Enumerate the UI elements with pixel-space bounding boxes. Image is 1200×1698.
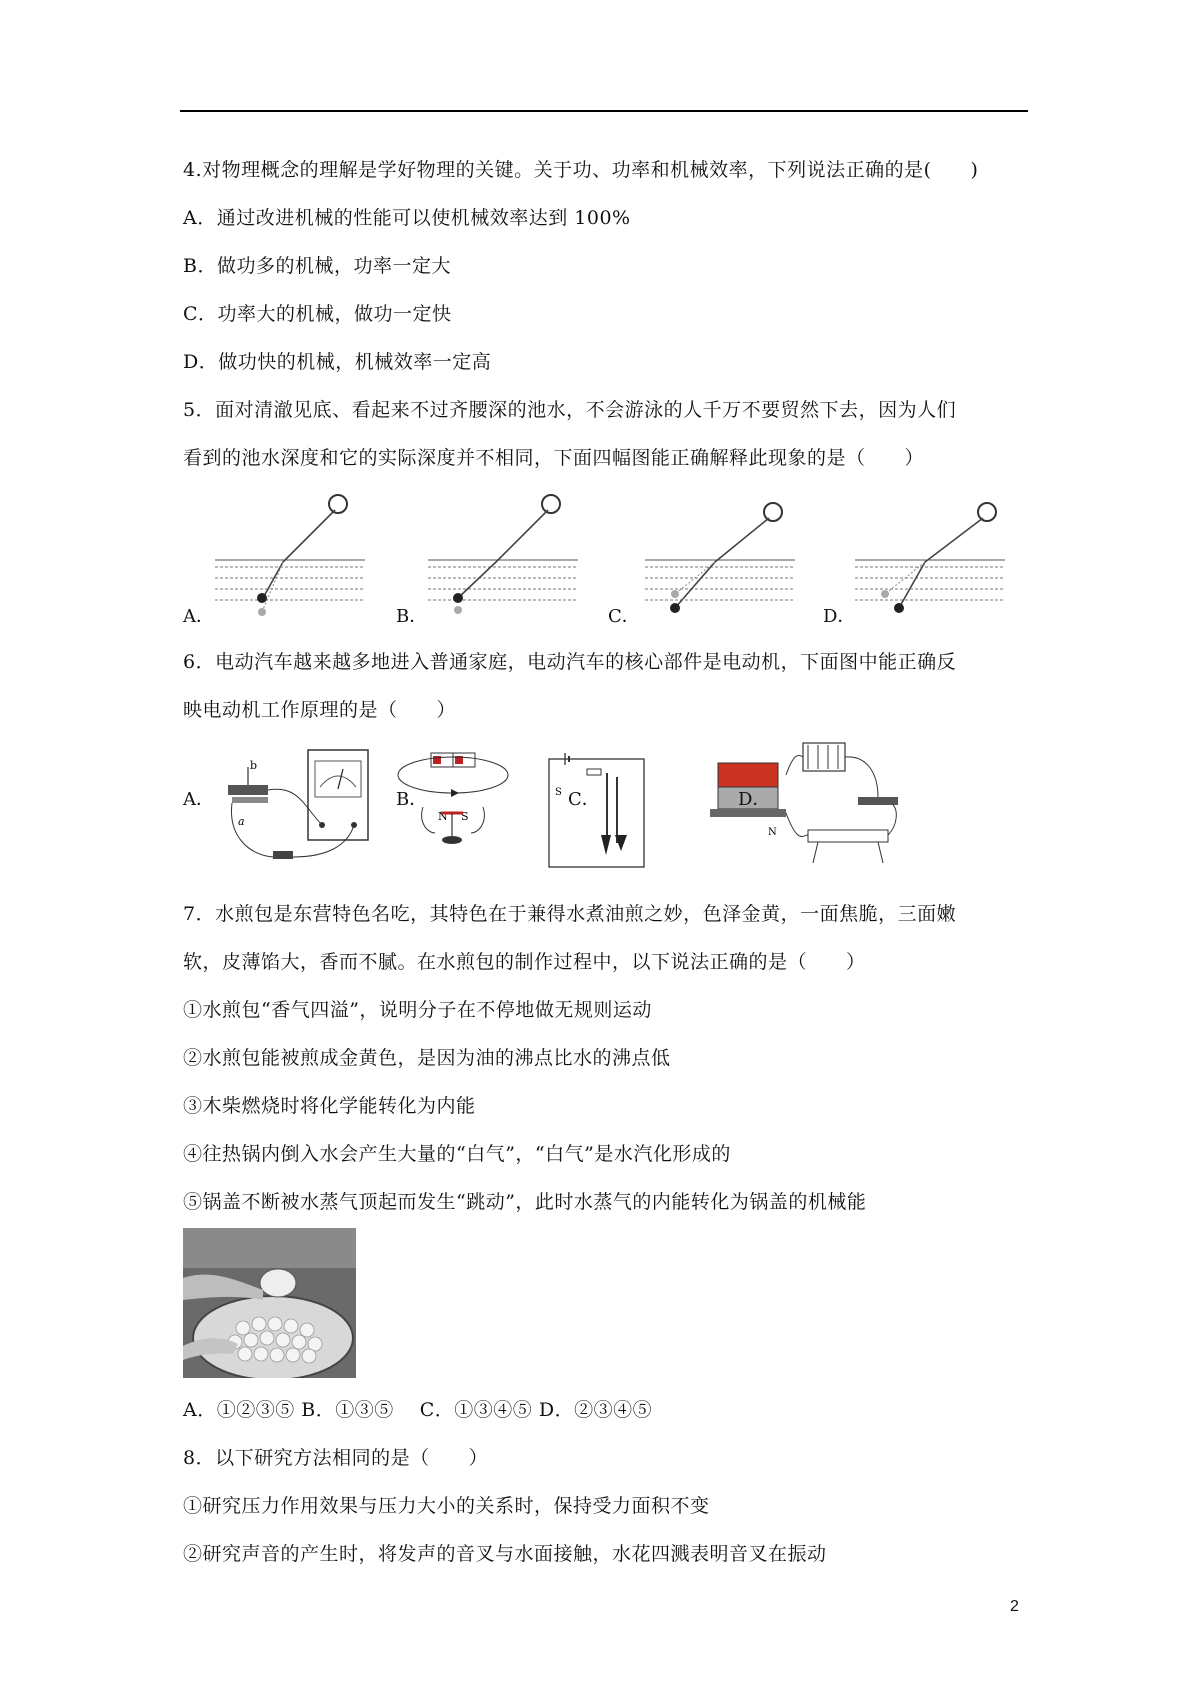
q5-label-c: C． — [608, 606, 640, 627]
q6-figure-a — [218, 745, 388, 875]
q4-stem: 4.对物理概念的理解是学好物理的关键。关于功、功率和机械效率，下列说法正确的是( ) — [183, 159, 979, 181]
page-number: 2 — [1010, 1598, 1019, 1615]
q5-figure-b — [428, 490, 578, 625]
q7-stem-line1: 7．水煎包是东营特色名吃，其特色在于兼得水煮油煎之妙，色泽金黄，一面焦脆，三面嫩 — [183, 903, 957, 925]
q6-label-a: A． — [183, 789, 214, 810]
q4-option-a: A．通过改进机械的性能可以使机械效率达到 100% — [183, 207, 631, 229]
q5-label-a: A． — [183, 606, 214, 627]
q5-label-b: B． — [396, 606, 428, 627]
q5-label-d: D． — [823, 606, 856, 627]
eye-icon — [978, 503, 996, 521]
svg-text:N: N — [768, 827, 777, 838]
svg-text:S: S — [555, 787, 562, 798]
q4-option-c: C．功率大的机械，做功一定快 — [183, 303, 452, 325]
eye-icon — [542, 495, 560, 513]
q6-stem-line2: 映电动机工作原理的是（ ） — [183, 699, 457, 721]
q7-photo-water-fried-buns — [183, 1228, 356, 1378]
q7-answer-options: A．①②③⑤ B．①③⑤ C．①③④⑤ D．②③④⑤ — [183, 1399, 653, 1421]
q7-item-5: ⑤锅盖不断被水蒸气顶起而发生“跳动”，此时水蒸气的内能转化为锅盖的机械能 — [183, 1191, 867, 1213]
q8-item-2: ②研究声音的产生时，将发声的音叉与水面接触，水花四溅表明音叉在振动 — [183, 1543, 827, 1565]
q6-label-b: B． — [396, 789, 428, 810]
q7-item-3: ③木柴燃烧时将化学能转化为内能 — [183, 1095, 476, 1117]
svg-text:b: b — [250, 759, 258, 772]
q5-figure-c — [645, 490, 795, 625]
svg-text:S: S — [461, 810, 469, 823]
q7-item-2: ②水煎包能被煎成金黄色，是因为油的沸点比水的沸点低 — [183, 1047, 671, 1069]
eye-icon — [764, 503, 782, 521]
q6-figures — [183, 745, 1033, 885]
q8-item-1: ①研究压力作用效果与压力大小的关系时，保持受力面积不变 — [183, 1495, 710, 1517]
q6-label-c: C． — [568, 789, 600, 810]
header-rule — [180, 110, 1028, 112]
q6-label-d: D． — [738, 789, 771, 810]
q4-option-b: B．做功多的机械，功率一定大 — [183, 255, 451, 277]
q4-option-d: D．做功快的机械，机械效率一定高 — [183, 351, 492, 373]
q6-stem-line1: 6．电动汽车越来越多地进入普通家庭，电动汽车的核心部件是电动机，下面图中能正确反 — [183, 651, 957, 673]
q8-stem: 8．以下研究方法相同的是（ ） — [183, 1447, 489, 1469]
q7-item-1: ①水煎包“香气四溢”，说明分子在不停地做无规则运动 — [183, 999, 652, 1021]
q5-figure-a — [215, 490, 365, 625]
q5-stem-line2: 看到的池水深度和它的实际深度并不相同，下面四幅图能正确解释此现象的是（ ） — [183, 447, 925, 469]
eye-icon — [329, 495, 347, 513]
svg-text:N: N — [438, 810, 448, 823]
q7-item-4: ④往热锅内倒入水会产生大量的“白气”，“白气”是水汽化形成的 — [183, 1143, 731, 1165]
q5-stem-line1: 5．面对清澈见底、看起来不过齐腰深的池水，不会游泳的人千万不要贸然下去，因为人们 — [183, 399, 957, 421]
q5-figures — [183, 490, 1033, 630]
q5-figure-d — [855, 490, 1005, 625]
q7-stem-line2: 软，皮薄馅大，香而不腻。在水煎包的制作过程中，以下说法正确的是（ ） — [183, 951, 866, 973]
svg-text:a: a — [238, 815, 245, 828]
